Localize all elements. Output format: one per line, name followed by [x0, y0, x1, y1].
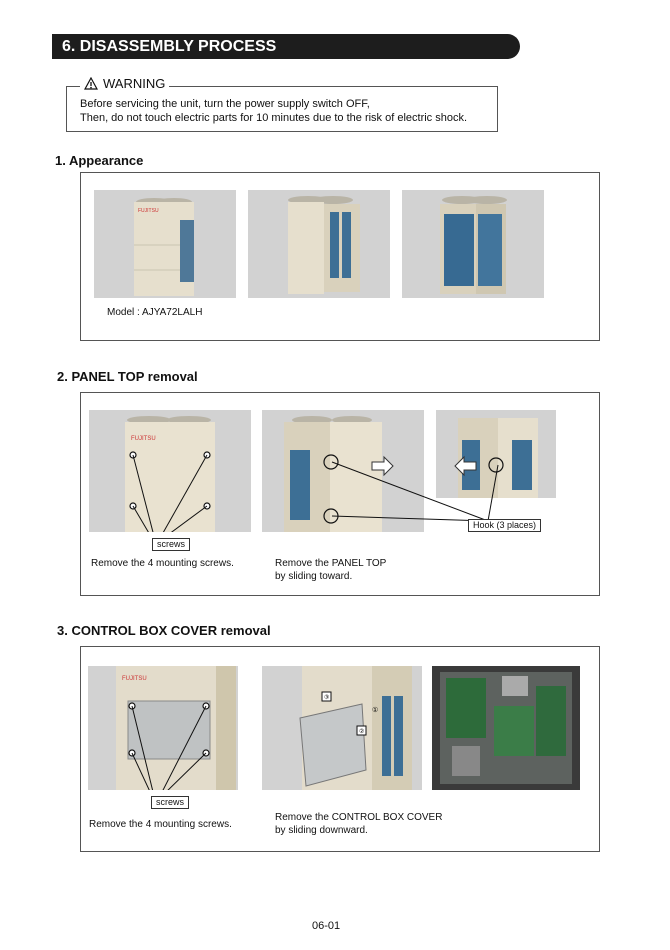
- warning-legend: [80, 76, 169, 92]
- appearance-photo-front: [94, 190, 236, 298]
- section-control-box-title: 3. CONTROL BOX COVER removal: [57, 623, 271, 638]
- step-3-label: ③: [324, 695, 330, 701]
- section-appearance-title: 1. Appearance: [55, 153, 144, 168]
- page-number: 06-01: [312, 920, 341, 932]
- panel-top-caption-right-2: by sliding toward.: [275, 571, 353, 582]
- panel-top-caption-left: Remove the 4 mounting screws.: [91, 558, 234, 569]
- control-box-caption-left: Remove the 4 mounting screws.: [89, 819, 232, 830]
- brand-logo: FUJITSU: [138, 208, 159, 214]
- control-box-photo-front: [88, 666, 238, 790]
- warning-line-2: Then, do not touch electric parts for 10 minutes due to the risk of electric shock.: [80, 112, 468, 124]
- warning-line-1: Before servicing the unit, turn the power supply switch OFF,: [80, 98, 370, 110]
- panel-top-caption-right-1: Remove the PANEL TOP: [275, 558, 387, 569]
- svg-text:FUJITSU: FUJITSU: [122, 676, 147, 682]
- warning-triangle-icon: [84, 77, 98, 90]
- control-box-photo-inside: [432, 666, 580, 790]
- section-panel-top-title: 2. PANEL TOP removal: [57, 369, 198, 384]
- step-1-label: ①: [372, 707, 379, 714]
- screws-tag-control-box: screws: [151, 796, 189, 809]
- appearance-photo-back: [402, 190, 544, 298]
- page-title: 6. DISASSEMBLY PROCESS: [62, 38, 277, 55]
- hook-tag: Hook (3 places): [468, 519, 541, 532]
- control-box-caption-right-2: by sliding downward.: [275, 825, 368, 836]
- control-box-photo-open: [262, 666, 422, 790]
- model-caption: Model : AJYA72LALH: [107, 307, 203, 318]
- panel-top-photo-front: [89, 410, 251, 532]
- control-box-caption-right-1: Remove the CONTROL BOX COVER: [275, 812, 443, 823]
- warning-label: WARNING: [103, 76, 166, 91]
- svg-text:FUJITSU: FUJITSU: [131, 436, 156, 442]
- appearance-photo-angle: [248, 190, 390, 298]
- step-2-label: ②: [359, 729, 365, 735]
- screws-tag-panel-top: screws: [152, 538, 190, 551]
